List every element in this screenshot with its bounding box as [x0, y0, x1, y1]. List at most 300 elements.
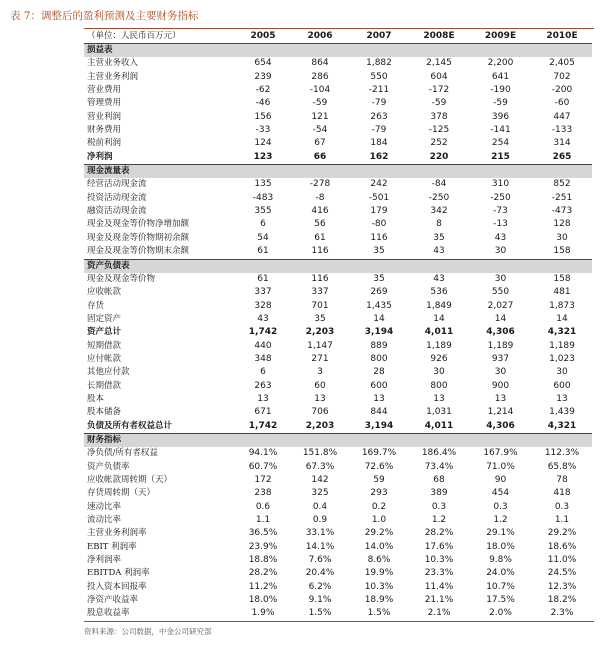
value-cell: 286 [311, 71, 329, 82]
value-cell: -54 [312, 125, 328, 136]
value-cell: 17.5% [486, 595, 515, 606]
value-cell: 29.2% [547, 528, 577, 539]
table-row [84, 340, 592, 353]
value-cell: -125 [428, 125, 450, 136]
table-row [84, 487, 592, 500]
value-cell: 169.7% [361, 448, 397, 459]
value-cell: 337 [254, 287, 272, 298]
value-cell: 14 [433, 313, 445, 324]
value-cell: -46 [255, 98, 271, 109]
value-cell: 142 [311, 475, 329, 485]
value-cell: 13 [373, 393, 385, 404]
value-cell: -73 [493, 206, 508, 217]
value-cell: 800 [370, 353, 388, 364]
value-cell: 30 [556, 367, 568, 378]
table-row [84, 245, 592, 259]
value-cell: 35 [314, 313, 326, 324]
value-cell: 937 [491, 353, 510, 364]
row-label: 投资活动现金流 [87, 192, 147, 203]
value-cell: 10.3% [364, 581, 394, 592]
row-label: 净利润 [84, 151, 235, 165]
row-label: 主营业务收入 [87, 58, 139, 69]
row-label: 应付帐款 [87, 353, 122, 364]
value-cell: 0.9 [312, 515, 328, 526]
row-label: 营业费用 [87, 85, 122, 96]
value-cell: 24.0% [486, 568, 515, 579]
value-cell: 35 [349, 245, 409, 259]
value-cell: 550 [370, 71, 388, 82]
top-rule [84, 28, 594, 29]
table-row [84, 205, 592, 218]
value-cell: 67 [314, 138, 326, 149]
value-cell: -60 [554, 98, 570, 109]
value-cell: 4,011 [409, 420, 469, 434]
table-row [84, 353, 592, 366]
value-cell: 242 [370, 179, 388, 190]
value-cell: 43 [257, 313, 269, 324]
value-cell: 121 [311, 111, 329, 122]
section-header-row [84, 259, 592, 273]
value-cell: 1.2 [493, 515, 508, 526]
table-row [84, 527, 592, 540]
value-cell: 263 [370, 111, 388, 122]
financial-table-body [84, 30, 592, 621]
value-cell: 60 [314, 380, 326, 391]
value-cell: 0.6 [255, 501, 271, 512]
value-cell: 1,147 [307, 340, 333, 351]
value-cell: 13 [556, 393, 568, 404]
value-cell: 94.1% [248, 448, 278, 459]
value-cell: -501 [368, 192, 390, 203]
row-label: 应收帐款周转期（天） [87, 475, 173, 485]
value-cell: 889 [370, 340, 388, 351]
value-cell: 20.4% [305, 568, 335, 579]
value-cell: 14 [373, 313, 385, 324]
source-note: 资料来源：公司数据，中金公司研究部 [84, 627, 212, 636]
value-cell: 23.9% [248, 541, 278, 552]
value-cell: 8.6% [367, 555, 391, 566]
value-cell: 378 [430, 111, 448, 122]
value-cell: 3 [317, 367, 323, 378]
value-cell: 9.8% [489, 555, 512, 566]
value-cell: 2.0% [469, 607, 532, 621]
row-label: 流动比率 [87, 515, 122, 526]
unit-label: （单位：人民币百万元） [84, 30, 235, 44]
value-cell: 72.6% [364, 461, 394, 472]
value-cell: 24.5% [547, 568, 577, 579]
value-cell: 2,027 [487, 300, 514, 311]
row-label: 净利润率 [87, 555, 122, 566]
value-cell: 337 [311, 287, 329, 298]
value-cell: 158 [553, 273, 571, 284]
row-label: 净资产收益率 [87, 595, 139, 606]
value-cell: 65.8% [547, 461, 577, 472]
value-cell: 18.9% [364, 595, 394, 606]
value-cell: 1.2 [431, 515, 447, 526]
value-cell: 8 [436, 219, 442, 230]
value-cell: 454 [491, 488, 510, 499]
value-cell: 263 [254, 380, 272, 391]
value-cell: 220 [409, 151, 469, 165]
value-cell: 900 [491, 380, 510, 391]
value-cell: 1,849 [426, 300, 452, 311]
value-cell: 2,405 [549, 58, 575, 69]
value-cell: -250 [428, 192, 450, 203]
value-cell: 4,306 [469, 420, 532, 434]
section-header-row [84, 44, 592, 58]
section-header-row [84, 433, 592, 447]
row-label: 主营业务利润率 [87, 528, 147, 539]
value-cell: 416 [311, 206, 329, 217]
table-row [84, 273, 592, 286]
value-cell: 1,873 [549, 300, 575, 311]
value-cell: 600 [370, 380, 388, 391]
value-cell: 706 [311, 407, 329, 418]
value-cell: 536 [430, 287, 448, 298]
row-label: 速动比率 [87, 501, 122, 512]
value-cell: 844 [370, 407, 388, 418]
table-row [84, 474, 592, 487]
value-cell: 90 [494, 475, 507, 485]
value-cell: 4,011 [424, 327, 454, 338]
value-cell: 61 [235, 245, 291, 259]
table-row [84, 406, 592, 419]
row-label: 现金及现金等价物期末余额 [84, 245, 235, 259]
value-cell: 852 [553, 179, 571, 190]
financial-table [84, 30, 592, 622]
table-row [84, 151, 592, 165]
value-cell: 2.1% [409, 607, 469, 621]
value-cell: 61 [314, 232, 326, 243]
value-cell: 19.9% [364, 568, 394, 579]
row-label: 短期借款 [87, 340, 122, 351]
row-label: 资产总计 [87, 327, 122, 338]
value-cell: 67.3% [305, 461, 335, 472]
value-cell: 1,031 [426, 407, 452, 418]
value-cell: 2,200 [487, 58, 514, 69]
value-cell: 2,145 [426, 58, 452, 69]
value-cell: 1,882 [366, 58, 392, 69]
value-cell: 342 [430, 206, 448, 217]
value-cell: 1,189 [549, 340, 575, 351]
value-cell: 355 [254, 206, 272, 217]
year-header: 2005 [235, 30, 291, 44]
value-cell: 654 [254, 58, 272, 69]
value-cell: 1,189 [426, 340, 452, 351]
table-row [84, 218, 592, 231]
value-cell: 35 [433, 232, 445, 243]
value-cell: -200 [551, 85, 573, 96]
year-header: 2007 [349, 30, 409, 44]
table-row [84, 300, 592, 313]
value-cell: 28.2% [248, 568, 278, 579]
table-row [84, 286, 592, 299]
value-cell: 28 [373, 367, 385, 378]
value-cell: 1,742 [235, 420, 291, 434]
value-cell: 13 [433, 393, 445, 404]
value-cell: 2.3% [532, 607, 592, 621]
section-title: 资产负债表 [84, 259, 592, 273]
value-cell: 30 [494, 273, 507, 284]
row-label: 管理费用 [87, 98, 122, 109]
value-cell: 1,742 [248, 327, 278, 338]
value-cell: 1.5% [349, 607, 409, 621]
row-label: 融资活动现金流 [87, 206, 147, 217]
value-cell: 671 [254, 407, 272, 418]
value-cell: 293 [370, 488, 388, 499]
value-cell: -79 [371, 98, 387, 109]
value-cell: 239 [254, 71, 272, 82]
row-label: 经营活动现金流 [87, 179, 147, 190]
value-cell: -172 [428, 85, 450, 96]
value-cell: -59 [493, 98, 508, 109]
value-cell: 1.5% [291, 607, 349, 621]
table-row [84, 192, 592, 205]
value-cell: 112.3% [544, 448, 580, 459]
header-row [84, 30, 592, 44]
value-cell: -250 [490, 192, 511, 203]
value-cell: -483 [252, 192, 274, 203]
value-cell: 926 [430, 353, 448, 364]
value-cell: 18.8% [248, 555, 278, 566]
row-label: 现金及现金等价物期初余额 [87, 232, 190, 243]
value-cell: 0.3 [493, 501, 508, 512]
value-cell: 151.8% [302, 448, 338, 459]
value-cell: 1,214 [487, 407, 514, 418]
value-cell: 116 [311, 273, 329, 284]
row-label: 存货 [87, 300, 105, 311]
value-cell: 156 [254, 111, 272, 122]
table-row [84, 420, 592, 434]
table-row [84, 514, 592, 527]
table-row [84, 567, 592, 580]
value-cell: 162 [349, 151, 409, 165]
row-label: 资产负债率 [87, 461, 130, 472]
value-cell: 3,194 [364, 327, 394, 338]
value-cell: 4,306 [486, 327, 515, 338]
value-cell: 11.4% [424, 581, 454, 592]
value-cell: 1,189 [487, 340, 514, 351]
value-cell: 18.6% [547, 541, 577, 552]
value-cell: 13 [494, 393, 507, 404]
row-label: 税前利润 [87, 138, 122, 149]
value-cell: 30 [433, 367, 445, 378]
row-label: 负债及所有者权益总计 [84, 420, 235, 434]
value-cell: 447 [553, 111, 571, 122]
value-cell: -104 [309, 85, 331, 96]
value-cell: 3,194 [349, 420, 409, 434]
table-row [84, 554, 592, 567]
row-label: 投入资本回报率 [87, 581, 147, 592]
row-label: 存货周转期（天） [87, 488, 156, 499]
row-label: 长期借款 [87, 380, 122, 391]
value-cell: 123 [235, 151, 291, 165]
value-cell: 18.2% [547, 595, 577, 606]
value-cell: 11.0% [547, 555, 577, 566]
value-cell: 702 [553, 71, 571, 82]
value-cell: 61 [257, 273, 269, 284]
value-cell: -59 [431, 98, 447, 109]
value-cell: 18.0% [486, 541, 515, 552]
value-cell: 30 [469, 245, 532, 259]
value-cell: 167.9% [483, 448, 518, 459]
year-header: 2010E [532, 30, 592, 44]
value-cell: 73.4% [424, 461, 454, 472]
row-label: EBITDA 利润率 [87, 568, 150, 579]
section-header-row [84, 165, 592, 179]
value-cell: 481 [553, 287, 571, 298]
row-label: 股息收益率 [84, 607, 235, 621]
table-row [84, 71, 592, 84]
value-cell: 7.6% [308, 555, 332, 566]
row-label: 营业利润 [87, 111, 122, 122]
value-cell: 701 [311, 300, 329, 311]
table-row [84, 461, 592, 474]
row-label: EBIT 利润率 [87, 541, 137, 552]
value-cell: 6.2% [308, 581, 332, 592]
value-cell: 14 [556, 313, 568, 324]
value-cell: 252 [430, 138, 448, 149]
value-cell: 128 [553, 219, 571, 230]
table-row [84, 137, 592, 150]
value-cell: 56 [314, 219, 326, 230]
value-cell: 600 [553, 380, 571, 391]
value-cell: -8 [315, 192, 325, 203]
value-cell: -133 [551, 125, 573, 136]
table-row [84, 178, 592, 191]
value-cell: -278 [309, 179, 331, 190]
year-header: 2009E [469, 30, 532, 44]
value-cell: 43 [494, 232, 507, 243]
value-cell: -84 [431, 179, 447, 190]
value-cell: 14 [494, 313, 507, 324]
table-row [84, 393, 592, 406]
row-label: 股本 [87, 393, 105, 404]
value-cell: 271 [311, 353, 329, 364]
value-cell: -80 [371, 219, 387, 230]
table-row [84, 84, 592, 97]
value-cell: 6 [260, 367, 266, 378]
value-cell: 2,203 [305, 327, 335, 338]
row-label: 财务费用 [87, 125, 122, 136]
value-cell: 238 [254, 488, 272, 499]
value-cell: 66 [291, 151, 349, 165]
value-cell: 265 [532, 151, 592, 165]
value-cell: 310 [491, 179, 510, 190]
table-row [84, 581, 592, 594]
value-cell: 864 [311, 58, 329, 69]
value-cell: 30 [494, 367, 507, 378]
value-cell: 43 [409, 245, 469, 259]
bottom-rule [84, 621, 594, 622]
value-cell: 12.3% [547, 581, 577, 592]
row-label: 净负债/所有者权益 [87, 448, 158, 459]
table-row [84, 541, 592, 554]
table-row [84, 97, 592, 110]
value-cell: 1.9% [235, 607, 291, 621]
value-cell: 29.1% [486, 528, 515, 539]
value-cell: -62 [255, 85, 271, 96]
value-cell: 314 [553, 138, 571, 149]
value-cell: 60.7% [248, 461, 278, 472]
value-cell: -211 [368, 85, 390, 96]
value-cell: 254 [491, 138, 510, 149]
table-row [84, 124, 592, 137]
section-title: 财务指标 [84, 433, 592, 447]
value-cell: 800 [430, 380, 448, 391]
value-cell: 10.3% [424, 555, 454, 566]
row-label: 主营业务利润 [87, 71, 139, 82]
value-cell: 11.2% [248, 581, 278, 592]
value-cell: 1,439 [549, 407, 575, 418]
value-cell: 0.3 [554, 501, 570, 512]
value-cell: 10.7% [486, 581, 515, 592]
value-cell: 184 [370, 138, 388, 149]
year-header: 2008E [409, 30, 469, 44]
value-cell: 0.4 [312, 501, 328, 512]
row-label: 现金及现金等价物 [87, 273, 156, 284]
table-row [84, 366, 592, 379]
value-cell: 23.3% [424, 568, 454, 579]
table-row [84, 57, 592, 70]
value-cell: 641 [491, 71, 510, 82]
value-cell: 14.0% [364, 541, 394, 552]
row-label: 现金及现金等价物净增加额 [87, 219, 190, 230]
table-row [84, 380, 592, 393]
value-cell: 116 [291, 245, 349, 259]
year-header: 2006 [291, 30, 349, 44]
value-cell: 9.1% [308, 595, 332, 606]
value-cell: 269 [370, 287, 388, 298]
value-cell: 135 [254, 179, 272, 190]
value-cell: 71.0% [486, 461, 515, 472]
table-row [84, 111, 592, 124]
value-cell: -190 [490, 85, 511, 96]
table-row [84, 326, 592, 339]
value-cell: 1.1 [554, 515, 570, 526]
section-title: 损益表 [84, 44, 592, 58]
table-row [84, 232, 592, 245]
table-row [84, 313, 592, 326]
value-cell: 59 [373, 475, 385, 485]
value-cell: 36.5% [248, 528, 278, 539]
value-cell: -251 [551, 192, 573, 203]
value-cell: 29.2% [364, 528, 394, 539]
value-cell: 158 [532, 245, 592, 259]
value-cell: 13 [314, 393, 326, 404]
value-cell: 179 [370, 206, 388, 217]
table-row [84, 501, 592, 514]
value-cell: 1.1 [255, 515, 271, 526]
value-cell: 28.2% [424, 528, 454, 539]
value-cell: 35 [373, 273, 385, 284]
section-title: 现金流量表 [84, 165, 592, 179]
value-cell: 68 [433, 475, 445, 485]
value-cell: 21.1% [424, 595, 454, 606]
value-cell: 604 [430, 71, 448, 82]
value-cell: 215 [469, 151, 532, 165]
value-cell: 440 [254, 340, 272, 351]
value-cell: 328 [254, 300, 272, 311]
value-cell: -59 [312, 98, 328, 109]
value-cell: 0.3 [431, 501, 447, 512]
value-cell: 17.6% [424, 541, 454, 552]
value-cell: 6 [260, 219, 266, 230]
value-cell: 550 [491, 287, 510, 298]
row-label: 固定资产 [87, 313, 122, 324]
table-row [84, 607, 592, 621]
value-cell: -141 [490, 125, 511, 136]
